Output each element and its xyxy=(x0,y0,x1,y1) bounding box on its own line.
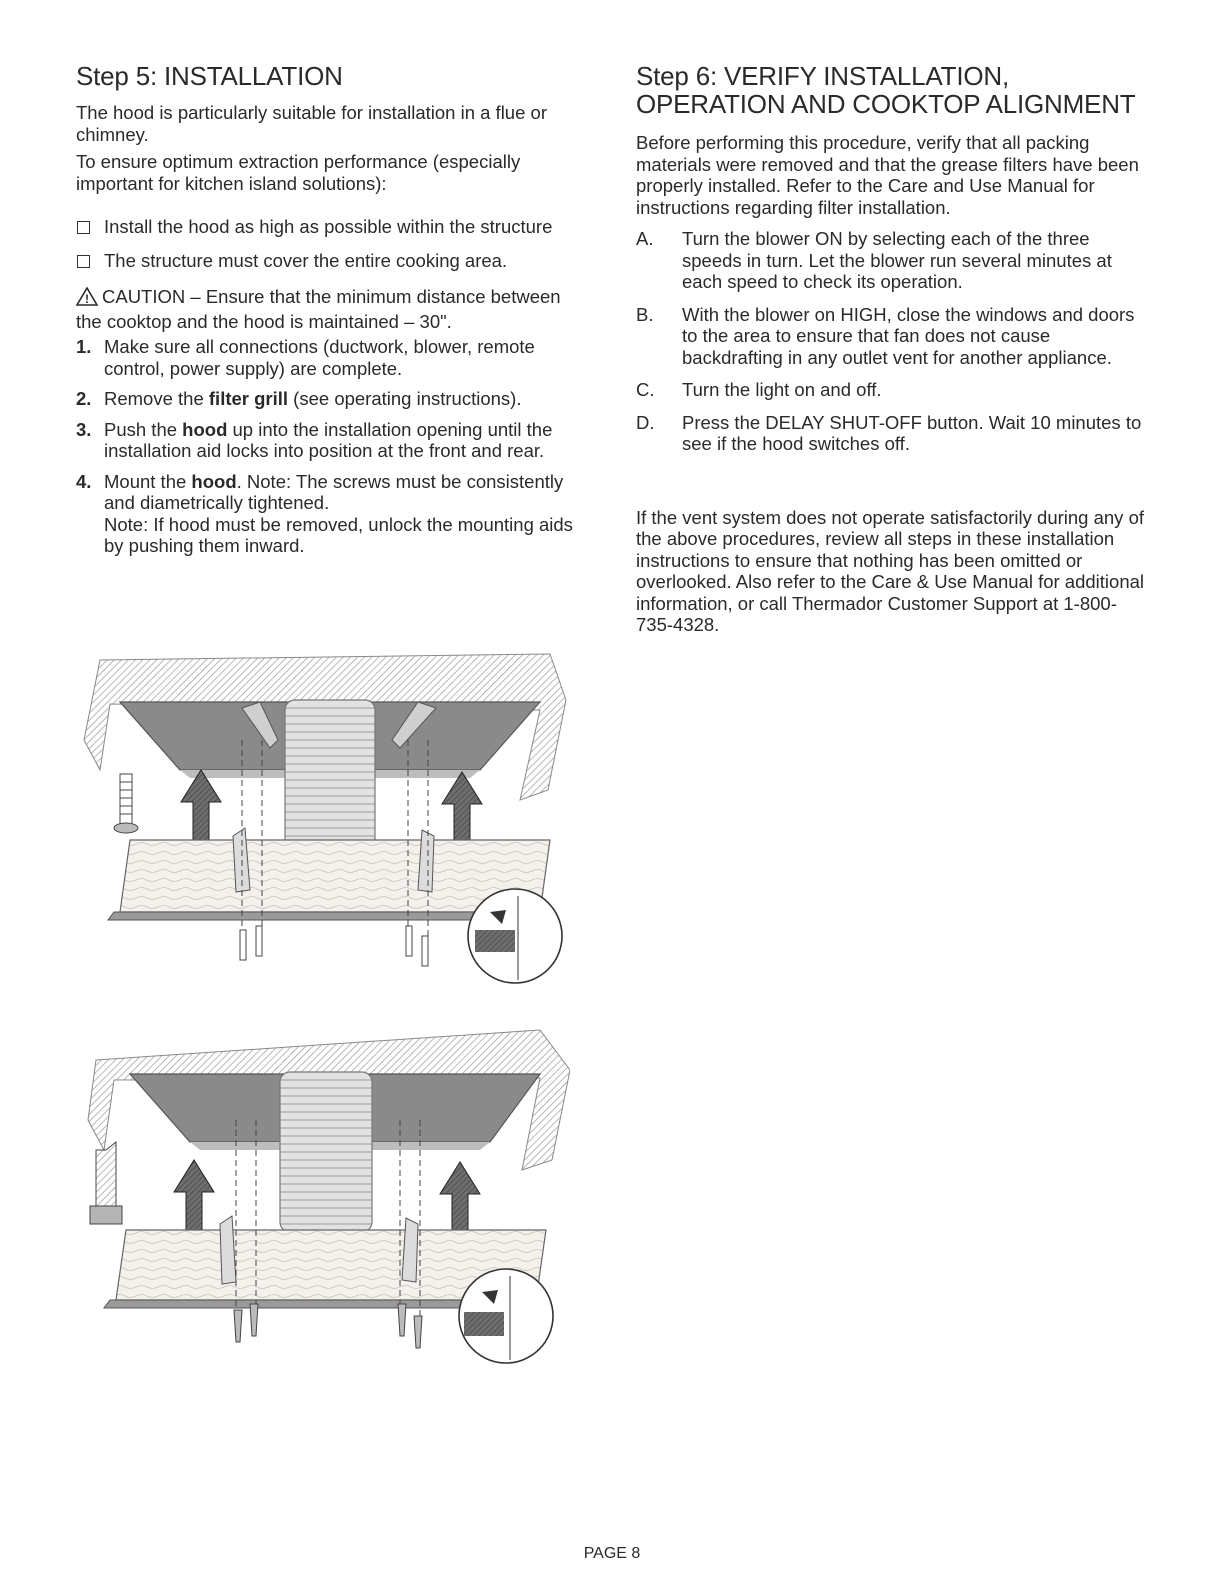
step-item xyxy=(76,471,576,557)
step6-title: Step 6: VERIFY INSTALLATION, OPERATION AND COOKTOP ALIGNMENT xyxy=(636,61,1136,119)
step5-title: Step 5: INSTALLATION xyxy=(76,61,343,91)
detail-magnifier xyxy=(459,1269,553,1363)
up-arrow-icon xyxy=(442,772,482,842)
item-letter: C. xyxy=(636,379,655,400)
detail-magnifier xyxy=(468,889,562,983)
closing-paragraph: If the vent system does not operate satisfactorily during any of the above procedures, review all steps in these installation instructions to ensure that nothing has been omitted or overlooked. Also refer to the Care & Use Manual for additional information, or call Thermador Customer Support at 1-800-735-4328. xyxy=(636,506,1145,635)
check-item xyxy=(636,228,1146,293)
step5-intro-2: To ensure optimum extraction performance (especially important for kitchen island solutions): xyxy=(76,151,521,194)
step-item xyxy=(76,419,576,462)
step6-column xyxy=(636,62,1146,636)
step5-checklist xyxy=(76,216,576,272)
duct-icon xyxy=(280,1072,372,1232)
step-item xyxy=(76,388,576,410)
item-letter: A. xyxy=(636,228,654,249)
caution-text: CAUTION – Ensure that the minimum distance between the cooktop and the hood is maintained – 30". xyxy=(76,286,561,332)
svg-text:!: ! xyxy=(85,292,89,306)
item-text: Turn the blower ON by selecting each of the three speeds in turn. Let the blower run several minutes at each speed to check its operation. xyxy=(682,228,1112,292)
caution-note xyxy=(76,286,576,332)
item-letter: B. xyxy=(636,303,654,325)
step-number: 4. xyxy=(76,470,92,492)
duct-icon xyxy=(285,700,375,850)
step-note: Note: If hood must be removed, unlock the mounting aids by pushing them inward. xyxy=(104,513,573,556)
step-item xyxy=(76,336,576,379)
warning-triangle-icon xyxy=(76,287,98,311)
installation-diagram-bottom xyxy=(70,1020,570,1390)
step-number: 3. xyxy=(76,418,92,440)
checkbox-icon xyxy=(77,221,90,234)
check-item xyxy=(636,379,1146,401)
step5-steps xyxy=(76,336,576,557)
step5-intro-1: The hood is particularly suitable for installation in a flue or chimney. xyxy=(76,102,547,145)
checkbox-icon xyxy=(77,255,90,268)
page-number: PAGE 8 xyxy=(583,1545,641,1562)
step-text: Remove the filter grill (see operating instructions). xyxy=(104,388,522,409)
step-number: 2. xyxy=(76,388,92,409)
item-text: Turn the light on and off. xyxy=(682,379,882,400)
checklist-item-text: The structure must cover the entire cooking area. xyxy=(104,250,508,271)
item-text: Press the DELAY SHUT-OFF button. Wait 10 minutes to see if the hood switches off. xyxy=(682,411,1142,454)
step-text: Mount the hood. Note: The screws must be consistently and diametrically tightened. Note: If hood must be removed, unlock the mounting aids by pushing them inward. xyxy=(104,470,573,556)
checklist-item xyxy=(76,250,576,272)
check-item xyxy=(636,304,1146,369)
up-arrow-icon xyxy=(440,1162,480,1232)
item-text: With the blower on HIGH, close the windows and doors to the area to ensure that fan does not cause backdrafting in any outlet vent for another appliance. xyxy=(682,303,1135,368)
step6-checklist xyxy=(636,228,1146,455)
lag-bolt-icon xyxy=(90,1142,122,1224)
checklist-item-text: Install the hood as high as possible within the structure xyxy=(104,216,553,237)
step-number: 1. xyxy=(76,336,92,357)
item-letter: D. xyxy=(636,411,655,433)
check-item xyxy=(636,412,1146,455)
step-text: Push the hood up into the installation opening until the installation aid locks into position at the front and rear. xyxy=(104,418,553,461)
up-arrow-icon xyxy=(181,770,221,840)
step6-intro: Before performing this procedure, verify that all packing materials were removed and that the grease filters have been properly installed. Refer to the Care and Use Manual for instructions regarding filter installation. xyxy=(636,132,1139,218)
step5-column xyxy=(76,62,576,566)
checklist-item xyxy=(76,216,576,238)
installation-diagram-top xyxy=(70,640,570,990)
up-arrow-icon xyxy=(174,1160,214,1230)
step-text: Make sure all connections (ductwork, blower, remote control, power supply) are complete. xyxy=(104,336,535,379)
screw-icon xyxy=(114,774,138,833)
